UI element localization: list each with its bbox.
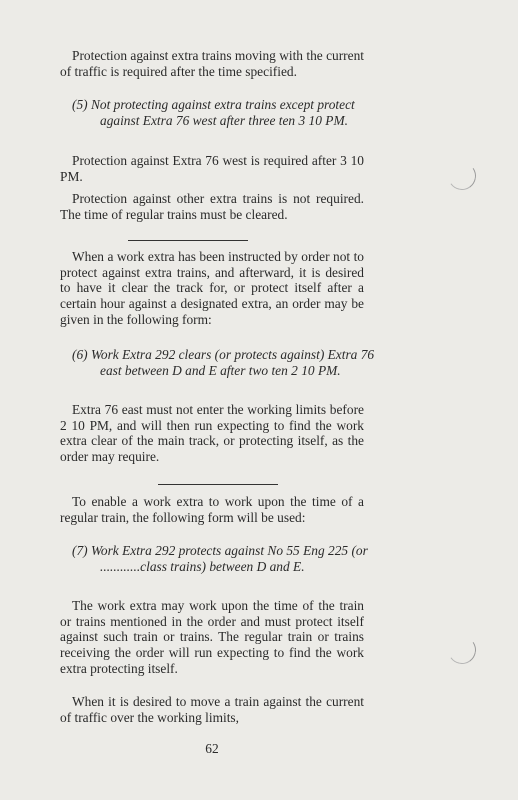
order-example-5: (5) Not protecting against extra trains except protect against Extra 76 west after three ten 3 10 PM. bbox=[72, 97, 355, 128]
section-divider bbox=[158, 484, 278, 485]
section-divider bbox=[128, 240, 248, 241]
punch-hole bbox=[446, 160, 478, 192]
paragraph-work-extra-may-work: The work extra may work upon the time of the train or trains mentioned in the order and must protect itself against such train or trains. The regular train or trains receiving the order will run expecting to find the work extra protecting itself. bbox=[60, 598, 364, 676]
punch-hole bbox=[446, 634, 478, 666]
paragraph-work-upon-time: To enable a work extra to work upon the time of a regular train, the following form will be used: bbox=[60, 494, 364, 525]
paragraph-protection-extra-76: Protection against Extra 76 west is required after 3 10 PM. bbox=[60, 153, 364, 184]
paragraph-move-train-against-current: When it is desired to move a train against the current of traffic over the working limits, bbox=[60, 694, 364, 725]
order-example-6: (6) Work Extra 292 clears (or protects against) Extra 76 east between D and E after two ten 2 10 PM. bbox=[72, 347, 375, 378]
paragraph-protection-extra-trains: Protection against extra trains moving with the current of traffic is required after the time specified. bbox=[60, 48, 364, 79]
paragraph-protection-other-extras: Protection against other extra trains is not required. The time of regular trains must be cleared. bbox=[60, 191, 364, 222]
paragraph-work-extra-instructed: When a work extra has been instructed by order not to protect against extra trains, and afterward, it is desired to have it clear the track for, or protect itself after a certain hour against a designated extra, an order may be given in the following form: bbox=[60, 249, 364, 327]
paragraph-extra-76-east: Extra 76 east must not enter the working limits before 2 10 PM, and will then run expecting to find the work extra clear of the main track, or protecting itself, as the order may require. bbox=[60, 402, 364, 465]
order-example-7: (7) Work Extra 292 protects against No 55 Eng 225 (or ............class trains) between D and E. bbox=[72, 543, 368, 574]
page-number: 62 bbox=[205, 741, 219, 756]
